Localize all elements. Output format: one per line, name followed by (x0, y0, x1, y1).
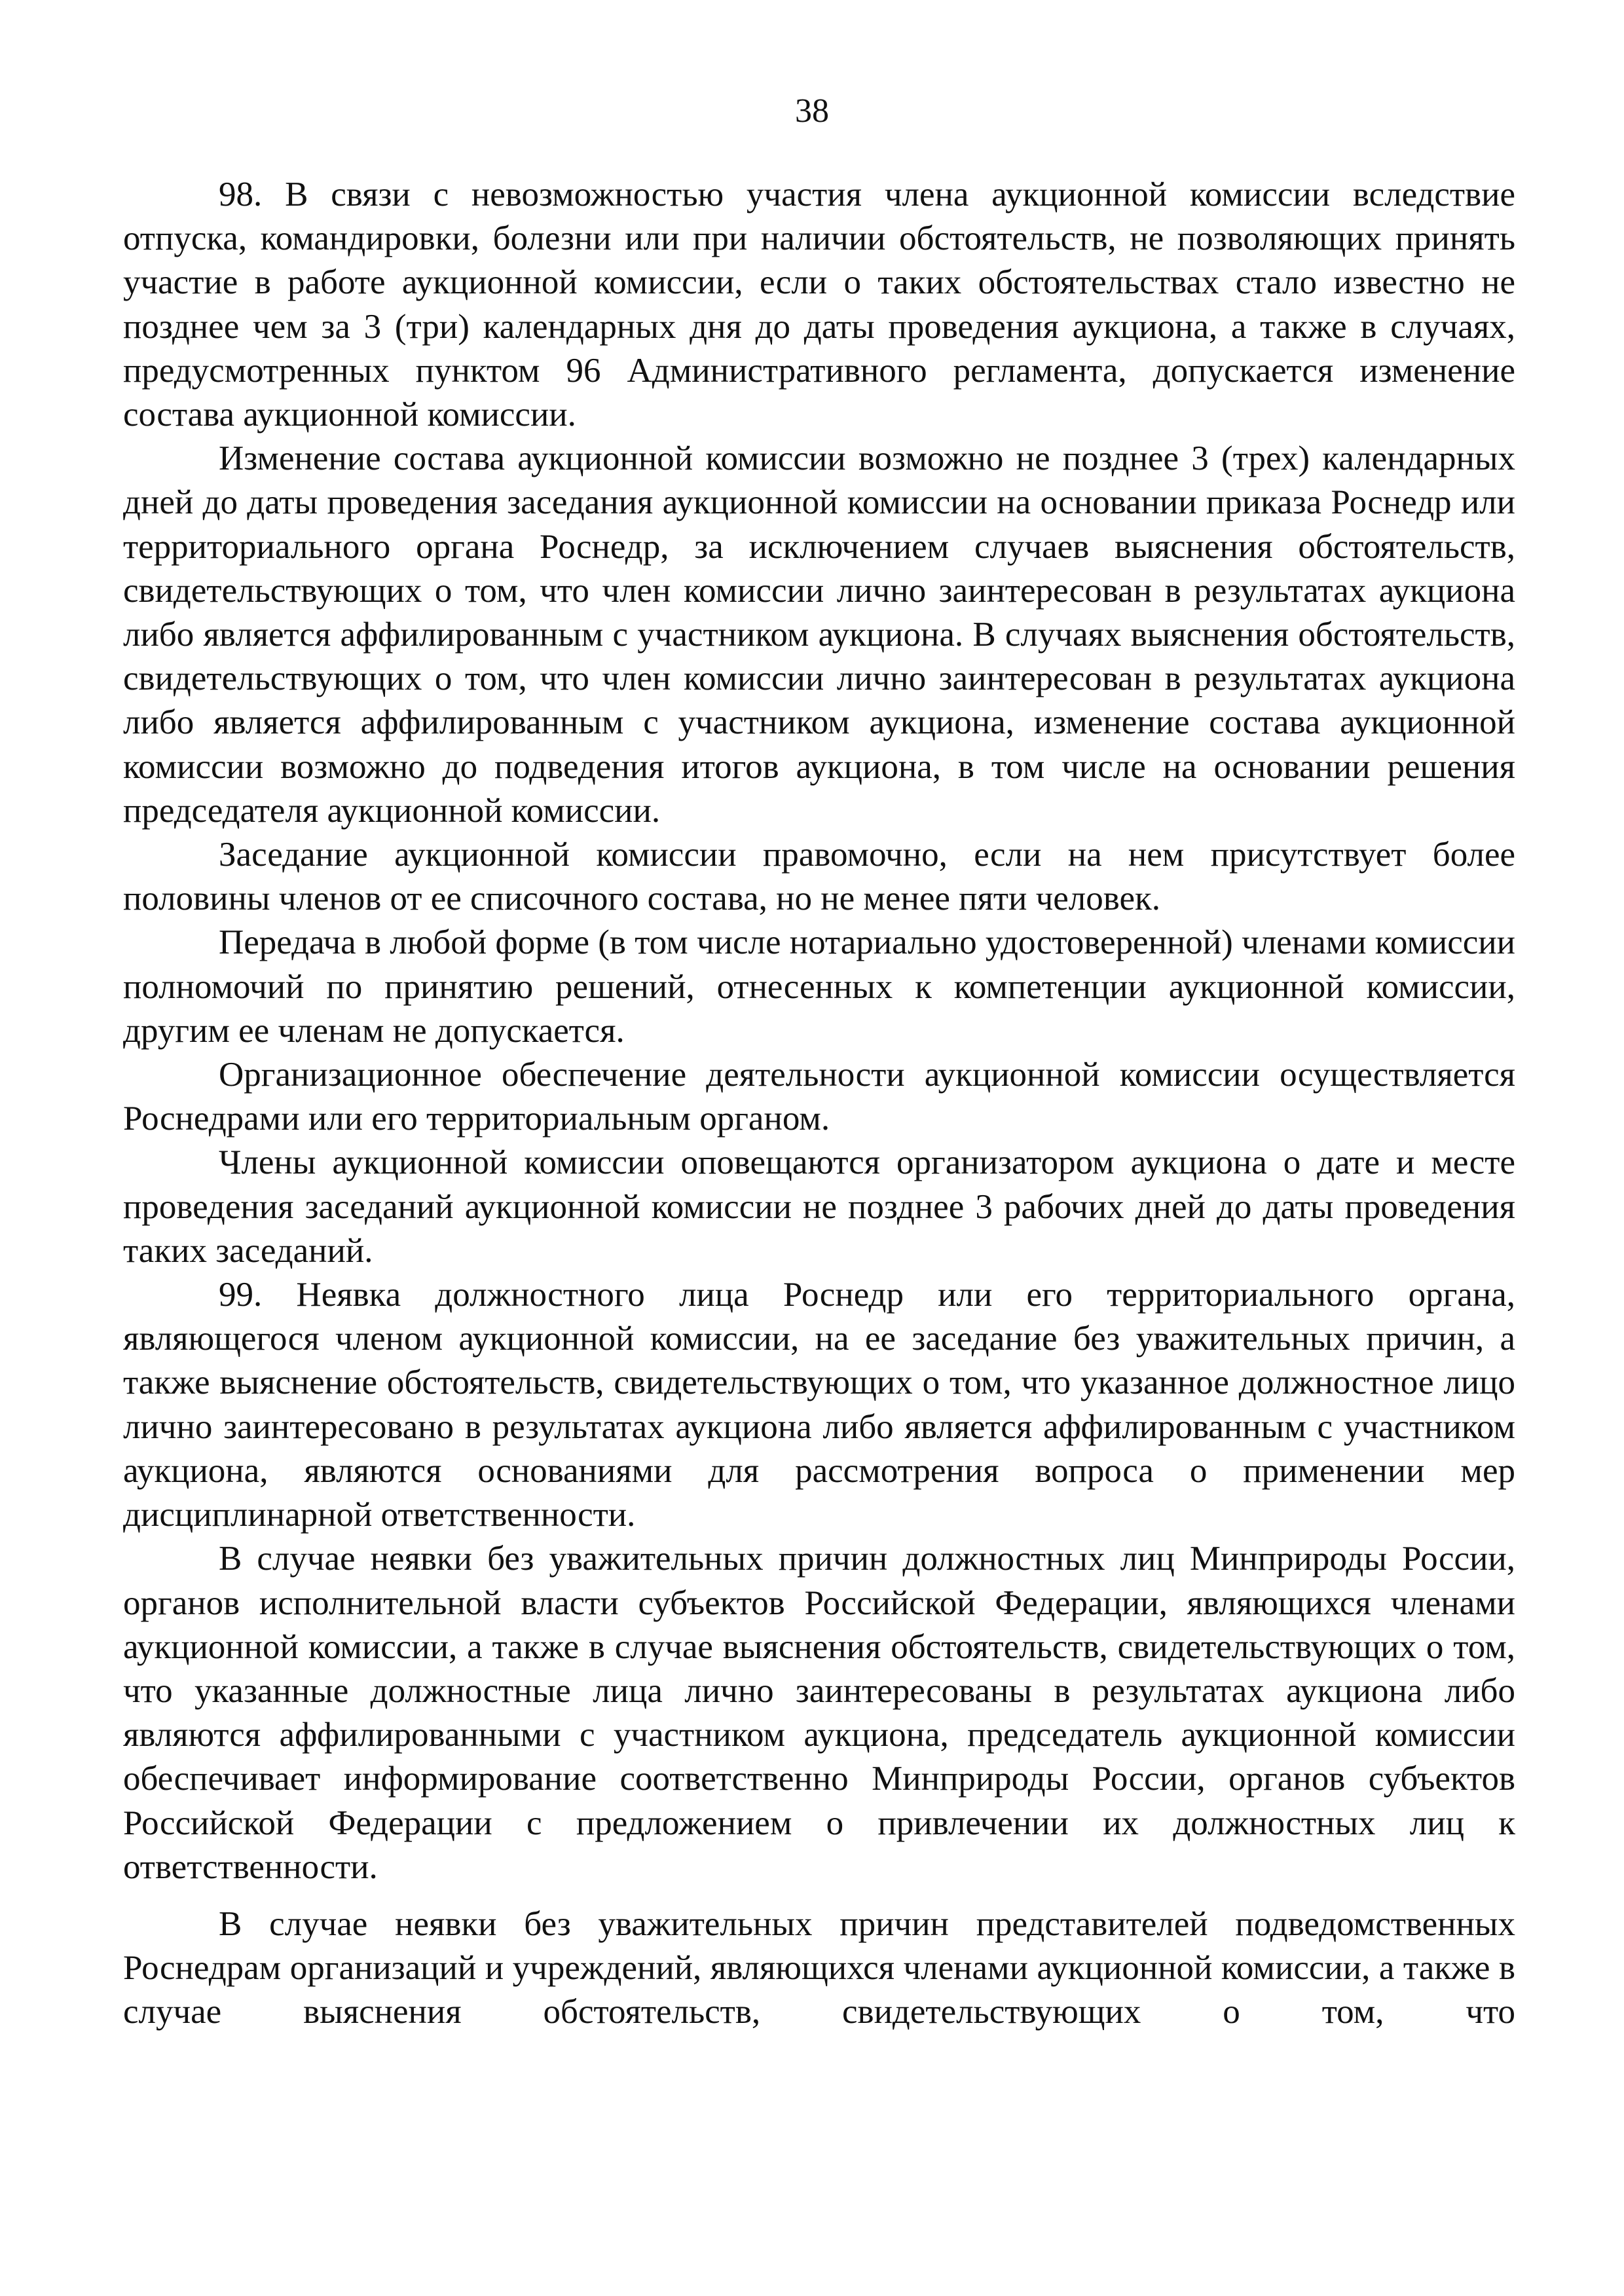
page-number: 38 (795, 92, 829, 130)
paragraph-99: 99. Неявка должностного лица Роснедр или его территориального органа, являющегося членом аукционной комиссии, на ее заседание без уважительных причин, а также выяснение обстоятельств, свидетельствующих о том, что указанное должностное лицо лично заинтересовано в результатах аукциона либо является аффилированным с участником аукциона, являются основаниями для рассмотрения вопроса о применении мер дисциплинарной ответственности. (123, 1276, 1515, 1534)
paragraph: Заседание аукционной комиссии правомочно, если на нем присутствует более половины членов от ее списочного состава, но не менее пяти человек. (123, 836, 1515, 918)
paragraph-continued: В случае неявки без уважительных причин представителей подведомственных Роснедрам организаций и учреждений, являющихся членами аукционной комиссии, а также в случае выяснения обстоятельств, свидетельствующих о том, что (123, 1904, 1515, 2031)
paragraph: В случае неявки без уважительных причин должностных лиц Минприроды России, органов исполнительной власти субъектов Российской Федерации, являющихся членами аукционной комиссии, а также в случае выяснения обстоятельств, свидетельствующих о том, что указанные должностные лица лично заинтересованы в результатах аукциона либо являются аффилированными с участником аукциона, председатель аукционной комиссии обеспечивает информирование соответственно Минприроды России, органов субъектов Российской Федерации с предложением о привлечении их должностных лиц к ответственности. (123, 1540, 1515, 1886)
paragraph: Организационное обеспечение деятельности аукционной комиссии осуществляется Роснедрами или его территориальным органом. (123, 1056, 1515, 1138)
paragraph: Передача в любой форме (в том числе нотариально удостоверенной) членами комиссии полномочий по принятию решений, отнесенных к компетенции аукционной комиссии, другим ее членам не допускается. (123, 923, 1515, 1050)
paragraph-98: 98. В связи с невозможностью участия члена аукционной комиссии вследствие отпуска, командировки, болезни или при наличии обстоятельств, не позволяющих принять участие в работе аукционной комиссии, если о таких обстоятельствах стало известно не позднее чем за 3 (три) календарных дня до даты проведения аукциона, а также в случаях, предусмотренных пунктом 96 Административного регламента, допускается изменение состава аукционной комиссии. (123, 176, 1515, 434)
paragraph: Изменение состава аукционной комиссии возможно не позднее 3 (трех) календарных дней до даты проведения заседания аукционной комиссии на основании приказа Роснедр или территориального органа Роснедр, за исключением случаев выяснения обстоятельств, свидетельствующих о том, что член комиссии лично заинтересован в результатах аукциона либо является аффилированным с участником аукциона. В случаях выяснения обстоятельств, свидетельствующих о том, что член комиссии лично заинтересован в результатах аукциона либо является аффилированным с участником аукциона, изменение состава аукционной комиссии возможно до подведения итогов аукциона, в том числе на основании решения председателя аукционной комиссии. (123, 439, 1515, 830)
paragraph: Члены аукционной комиссии оповещаются организатором аукциона о дате и месте проведения заседаний аукционной комиссии не позднее 3 рабочих дней до даты проведения таких заседаний. (123, 1143, 1515, 1270)
document-body (123, 173, 1515, 2035)
